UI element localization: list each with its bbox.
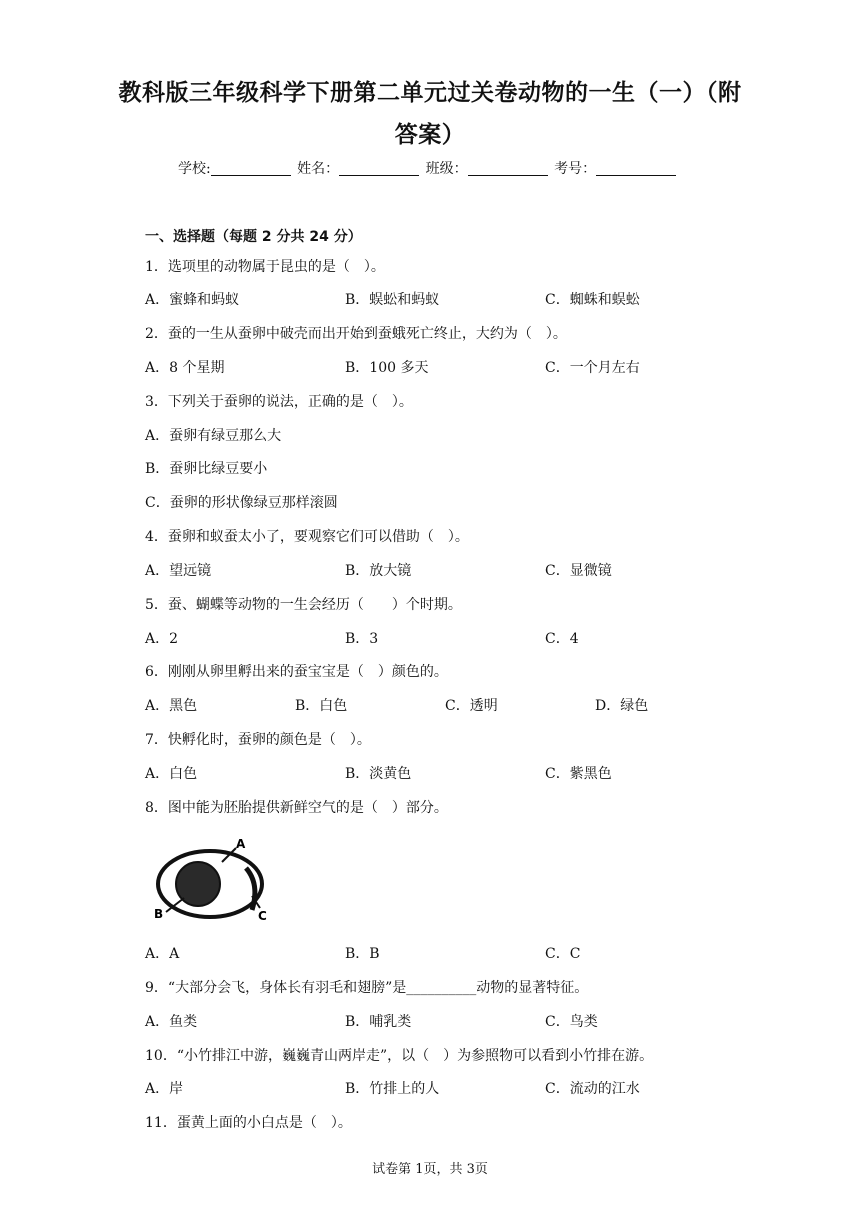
option-6a[interactable]: A．黑色 xyxy=(145,698,198,714)
option-4b[interactable]: B．放大镜 xyxy=(345,563,412,579)
option-3b[interactable]: B．蚕卵比绿豆要小 xyxy=(145,461,268,477)
option-2c[interactable]: C．一个月左右 xyxy=(545,360,640,376)
option-10b[interactable]: B．竹排上的人 xyxy=(345,1081,440,1097)
question-11: 11．蛋黄上面的小白点是（ ）。 xyxy=(145,1115,352,1131)
option-9a[interactable]: A．鱼类 xyxy=(145,1014,198,1030)
option-6c[interactable]: C．透明 xyxy=(445,698,498,714)
name-field[interactable] xyxy=(339,161,419,176)
option-6b[interactable]: B．白色 xyxy=(295,698,348,714)
question-4: 4．蚕卵和蚁蚕太小了，要观察它们可以借助（ ）。 xyxy=(145,529,469,545)
option-10c[interactable]: C．流动的江水 xyxy=(545,1081,640,1097)
option-7c[interactable]: C．紫黑色 xyxy=(545,766,612,782)
question-6: 6．刚刚从卵里孵出来的蚕宝宝是（ ）颜色的。 xyxy=(145,664,448,680)
question-2: 2．蚕的一生从蚕卵中破壳而出开始到蚕蛾死亡终止，大约为（ ）。 xyxy=(145,326,567,342)
question-3: 3．下列关于蚕卵的说法，正确的是（ ）。 xyxy=(145,394,413,410)
question-7: 7．快孵化时，蚕卵的颜色是（ ）。 xyxy=(145,732,371,748)
option-5b[interactable]: B．3 xyxy=(345,631,379,647)
option-9b[interactable]: B．哺乳类 xyxy=(345,1014,412,1030)
option-1a[interactable]: A．蜜蜂和蚂蚁 xyxy=(145,292,240,308)
option-7a[interactable]: A．白色 xyxy=(145,766,198,782)
question-10: 10．“小竹排江中游，巍巍青山两岸走”，以（ ）为参照物可以看到小竹排在游。 xyxy=(145,1048,654,1064)
option-4a[interactable]: A．望远镜 xyxy=(145,563,212,579)
name-label: 姓名： xyxy=(297,161,340,177)
option-3c[interactable]: C．蚕卵的形状像绿豆那样滚圆 xyxy=(145,495,338,511)
option-2b[interactable]: B．100 多天 xyxy=(345,360,429,376)
page-footer: 试卷第 1页，共 3页 xyxy=(372,1162,488,1177)
student-info xyxy=(178,158,678,178)
question-5: 5．蚕、蝴蝶等动物的一生会经历（ ）个时期。 xyxy=(145,597,462,613)
option-5c[interactable]: C．4 xyxy=(545,631,579,647)
option-3a[interactable]: A．蚕卵有绿豆那么大 xyxy=(145,428,282,444)
option-8a[interactable]: A．A xyxy=(145,946,180,962)
option-4c[interactable]: C．显微镜 xyxy=(545,563,612,579)
school-field[interactable] xyxy=(211,161,291,176)
option-6d[interactable]: D．绿色 xyxy=(595,698,649,714)
option-10a[interactable]: A．岸 xyxy=(145,1081,184,1097)
option-8b[interactable]: B．B xyxy=(345,946,380,962)
school-label: 学校: xyxy=(178,161,211,177)
option-5a[interactable]: A．2 xyxy=(145,631,179,647)
label-c: C xyxy=(258,909,267,923)
label-b: B xyxy=(154,907,164,921)
option-1b[interactable]: B．蜈蚣和蚂蚁 xyxy=(345,292,440,308)
paper-title xyxy=(60,72,800,156)
option-9c[interactable]: C．鸟类 xyxy=(545,1014,598,1030)
exam-no-label: 考号： xyxy=(554,161,597,177)
question-8: 8．图中能为胚胎提供新鲜空气的是（ ）部分。 xyxy=(145,800,448,816)
paper-title-line2: 答案） xyxy=(394,122,466,148)
question-9: 9．“大部分会飞，身体长有羽毛和翅膀”是__________动物的显著特征。 xyxy=(145,980,589,996)
paper-title-line1: 教科版三年级科学下册第二单元过关卷动物的一生（一）（附 xyxy=(118,80,742,106)
exam-no-field[interactable] xyxy=(596,161,676,176)
question-1: 1．选项里的动物属于昆虫的是（ ）。 xyxy=(145,259,385,275)
option-8c[interactable]: C．C xyxy=(545,946,581,962)
section-title: 一、选择题（每题 2 分共 24 分） xyxy=(145,229,362,245)
class-label: 班级： xyxy=(425,161,468,177)
egg-diagram xyxy=(148,832,288,924)
label-a: A xyxy=(236,837,246,851)
option-2a[interactable]: A．8 个星期 xyxy=(145,360,225,376)
class-field[interactable] xyxy=(468,161,548,176)
option-7b[interactable]: B．淡黄色 xyxy=(345,766,412,782)
option-1c[interactable]: C．蜘蛛和蜈蚣 xyxy=(545,292,640,308)
